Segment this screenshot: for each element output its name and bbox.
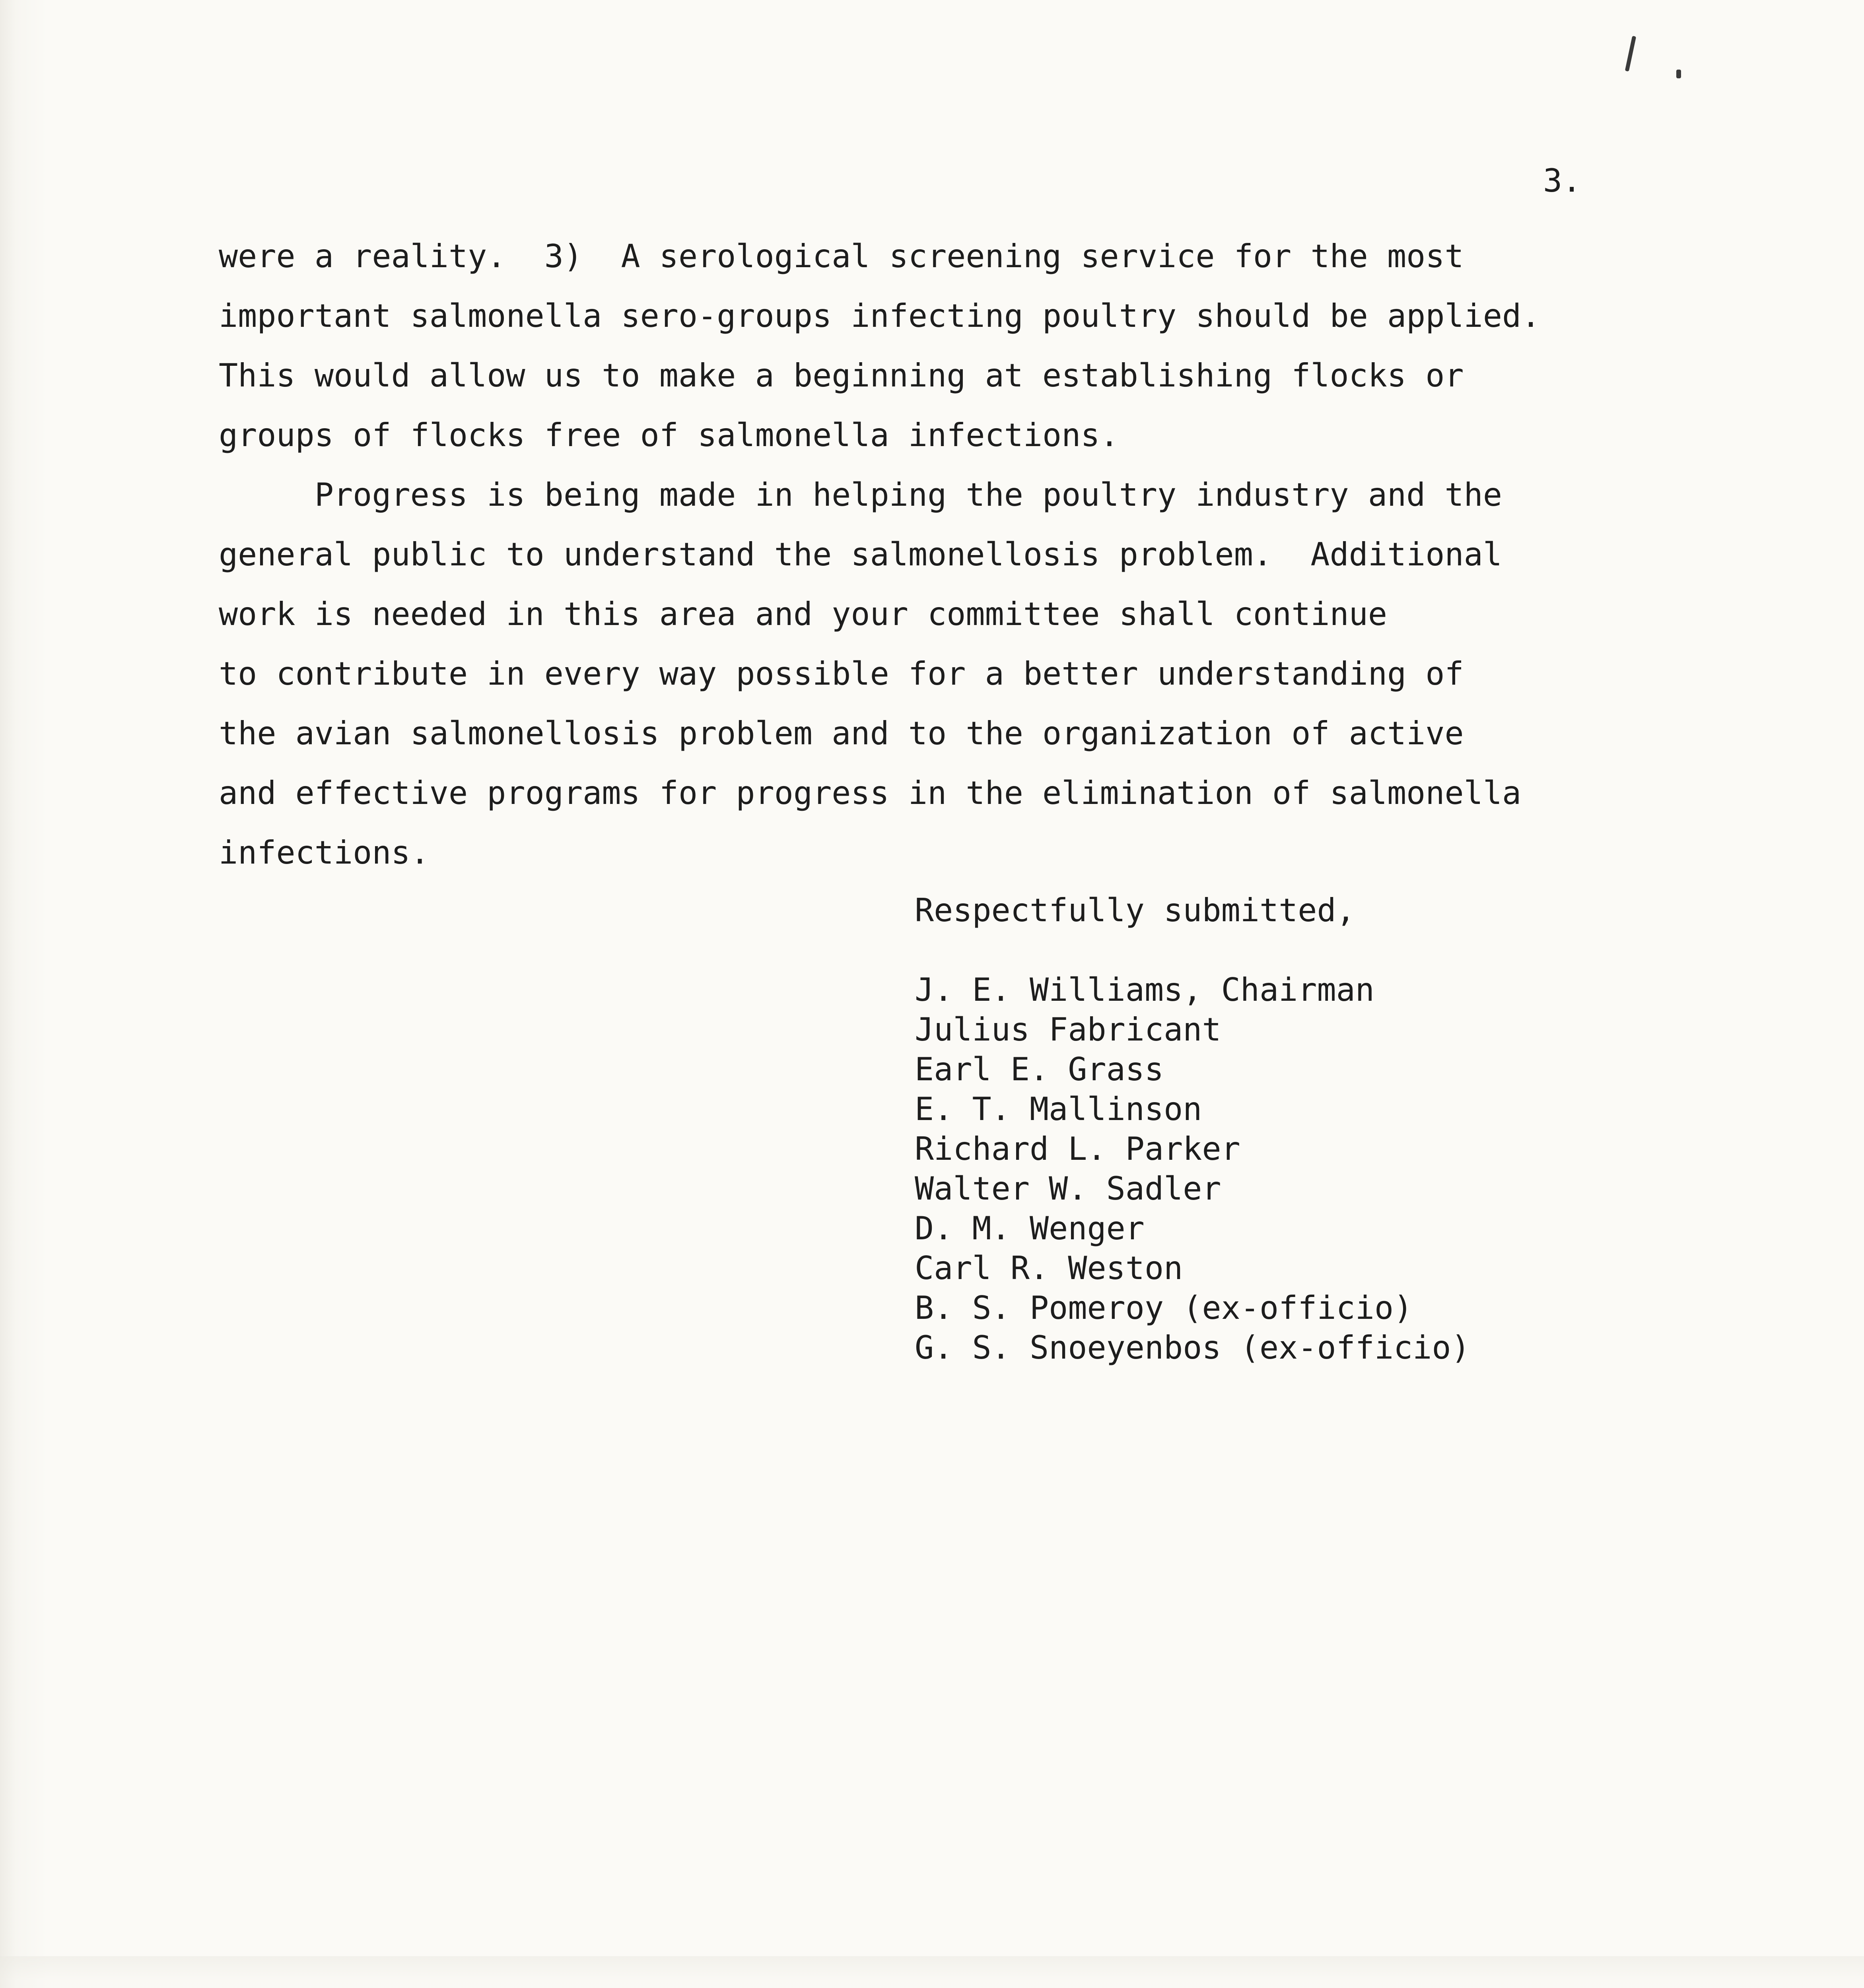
signatory: D. M. Wenger: [915, 1210, 1145, 1247]
signatory: J. E. Williams, Chairman: [915, 971, 1374, 1008]
paragraph-line: This would allow us to make a beginning at establishing flocks or: [219, 357, 1464, 394]
edge-mark: [1676, 70, 1681, 78]
paragraph-line: important salmonella sero-groups infecting poultry should be applied.: [219, 297, 1541, 334]
paper-fold-shading: [0, 1956, 1864, 1988]
signatory: G. S. Snoeyenbos (ex-officio): [915, 1329, 1470, 1366]
signatory: Carl R. Weston: [915, 1250, 1183, 1287]
paragraph-line: general public to understand the salmonellosis problem. Additional: [219, 536, 1502, 573]
paragraph-line: work is needed in this area and your committee shall continue: [219, 596, 1388, 633]
signatory: Richard L. Parker: [915, 1130, 1240, 1167]
signatory: Earl E. Grass: [915, 1051, 1164, 1088]
paragraph-line: groups of flocks free of salmonella infections.: [219, 417, 1119, 454]
paragraph-line: infections.: [219, 834, 430, 871]
edge-mark: [1625, 36, 1636, 72]
paragraph-line: were a reality. 3) A serological screening service for the most: [219, 238, 1464, 275]
paragraph-line: and effective programs for progress in the elimination of salmonella: [219, 775, 1522, 812]
signatory: Walter W. Sadler: [915, 1170, 1221, 1207]
signatory: Julius Fabricant: [915, 1011, 1221, 1048]
page-number: 3.: [1543, 162, 1582, 199]
signatory: E. T. Mallinson: [915, 1091, 1202, 1128]
paragraph-line: to contribute in every way possible for a better understanding of: [219, 655, 1464, 692]
paragraph-line: Progress is being made in helping the poultry industry and the: [219, 476, 1502, 513]
paragraph-line: the avian salmonellosis problem and to the organization of active: [219, 715, 1464, 752]
closing: Respectfully submitted,: [915, 892, 1355, 929]
signatory: B. S. Pomeroy (ex-officio): [915, 1289, 1413, 1326]
